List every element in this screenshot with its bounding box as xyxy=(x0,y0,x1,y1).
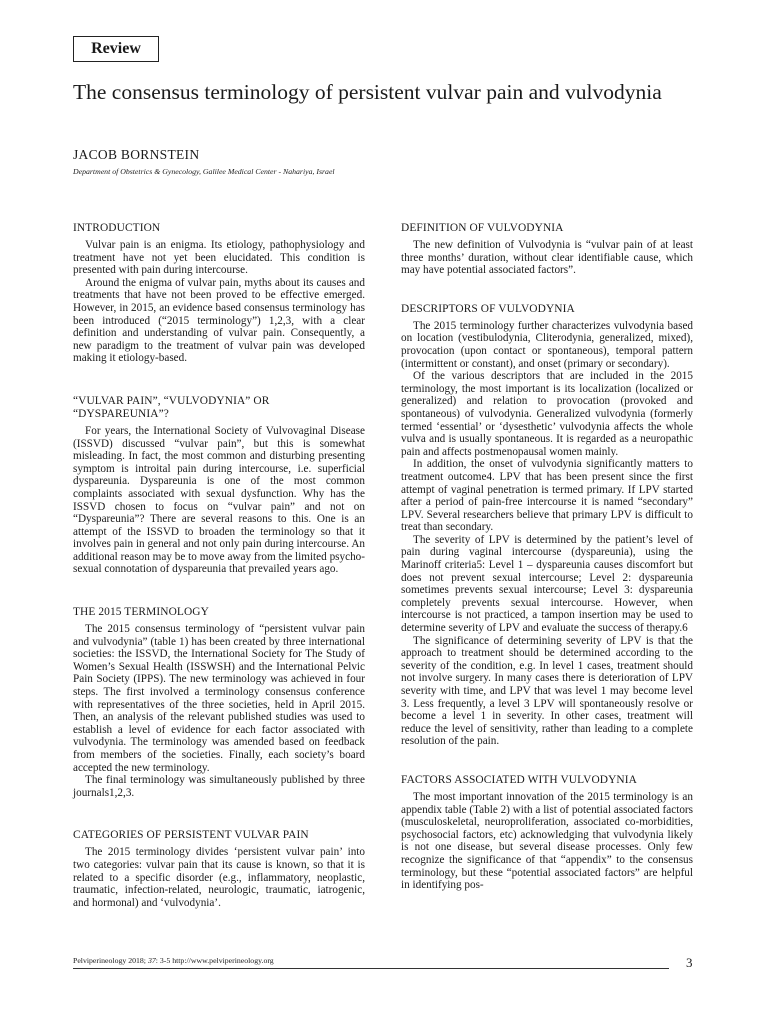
paragraph: Of the various descriptors that are included in the 2015 terminology, the most important is its localization (localized or generalized) and relation to provocation (provoked and spontaneous) of vulvodynia. Generalized vulvodynia (formerly termed ‘essential’ or ‘dysesthetic’ vulvodynia affects the whole vulva and is usually spontaneous. It is regarded as a neuropathic pain and affects postmenopausal women mainly. xyxy=(401,370,693,458)
footer-volume: 37 xyxy=(147,956,156,965)
section-introduction xyxy=(73,222,365,365)
article-title: The consensus terminology of persistent vulvar pain and vulvodynia xyxy=(73,80,662,104)
paragraph: The final terminology was simultaneously published by three journals1,2,3. xyxy=(73,774,365,799)
paragraph: The most important innovation of the 2015 terminology is an appendix table (Table 2) with a list of potential associated factors (musculoskeletal, neuroproliferation, associated co-morbidities, psychosocial factors, etc) acknowledging that vulvodynia likely is not one disease, but several disease processes. Only few recognize the significance of that “appendix” to the consensus terminology, but these “potential associated factors” are helpful in identifying pos- xyxy=(401,790,693,892)
section-factors xyxy=(401,774,693,892)
section-heading: THE 2015 TERMINOLOGY xyxy=(73,606,209,619)
footer-pages: : 3-5 xyxy=(155,956,171,965)
section-vulvar-pain-question xyxy=(73,395,365,576)
right-column xyxy=(401,222,693,918)
paragraph: The 2015 terminology further characterizes vulvodynia based on location (vestibulodynia, Cliterodynia, generalized, mixed), provocation (upon contact or spontaneous), temporal pattern (intermittent or constant), and onset (primary or secondary). xyxy=(401,319,693,370)
paragraph: The severity of LPV is determined by the patient’s level of pain during vaginal intercourse (dyspareunia), using the Marinoff criteria5: Level 1 – dyspareunia causes discomfort but does not prevent sexual intercourse; Level 2: dyspareunia sometimes prevents sexual intercourse; Level 3: dyspareunia completely prevents sexual intercourse. However, when intercourse is not practiced, a tampon insertion may be used to determine severity of LPV and evaluate the success of therapy.6 xyxy=(401,533,693,635)
section-heading: DEFINITION OF VULVODYNIA xyxy=(401,222,564,234)
footer-divider xyxy=(73,968,669,969)
section-2015-terminology xyxy=(73,606,365,799)
section-heading: FACTORS ASSOCIATED WITH VULVODYNIA xyxy=(401,773,637,786)
footer-url[interactable]: http://www.pelviperineology.org xyxy=(172,956,274,965)
paragraph: For years, the International Society of Vulvovaginal Disease (ISSVD) discussed “vulvar pain”, but this is somewhat misleading. In fact, the most common and disturbing presenting symptom is introital pain during intercourse, i.e. superficial dyspareunia. Dyspareunia is one of the most common complaints associated with sexual dysfunction. Why has the ISSVD chosen to focus on “vulvar pain” and not on “Dyspareunia”? There are several reasons to this. One is an attempt of the ISSVD to broaden the terminology so that it involves pain in general and not only pain during intercourse. An additional reason may be to move away from the limited psycho-sexual connotation of dyspareunia that prevailed years ago. xyxy=(73,424,365,576)
section-heading: “VULVAR PAIN”, “VULVODYNIA” OR “DYSPAREUNIA”? xyxy=(73,394,270,420)
paragraph: Around the enigma of vulvar pain, myths about its causes and treatments that have not been proved to be effective emerged. However, in 2015, an evidence based consensus terminology has been introduced (“2015 terminology”) 1,2,3, with a clear definition and understanding of vulvar pain. Consequently, a new paradigm to the treatment of vulvar pain was developed making it etiology-based. xyxy=(73,276,365,365)
section-categories xyxy=(73,829,365,909)
paragraph: The 2015 terminology divides ‘persistent vulvar pain’ into two categories: vulvar pain that its cause is known, so that it is related to a specific disorder (e.g., inflammatory, neoplastic, traumatic, infection-related, neurologic, traumatic, iatrogenic, and hormonal) and ‘vulvodynia’. xyxy=(73,846,365,909)
page-number: 3 xyxy=(686,955,693,970)
section-descriptors xyxy=(401,303,693,748)
paragraph: Vulvar pain is an enigma. Its etiology, pathophysiology and treatment have not yet been elucidated. This condition is presented with pain during intercourse. xyxy=(73,239,365,277)
footer-citation xyxy=(73,956,274,965)
section-definition xyxy=(401,222,693,277)
review-label: Review xyxy=(73,36,159,62)
paragraph: The significance of determining severity of LPV is that the approach to treatment should be determined according to the severity of the condition, e.g. In level 1 cases, treatment should not involve surgery. In many cases there is deterioration of LPV severity with time, and LPV that was level 1 may become level 3. Less frequently, a level 3 LPV will spontaneously resolve or become a level 1 in severity. In other cases, treatment will reduce the level of sensitivity, rather than leading to a complete resolution of the pain. xyxy=(401,634,693,748)
footer-journal: Pelviperineology 2018; xyxy=(73,956,146,965)
paragraph: The 2015 consensus terminology of “persistent vulvar pain and vulvodynia” (table 1) has been created by three international societies: the ISSVD, the International Society for The Study of Women’s Sexual Health (ISSWSH) and the International Pelvic Pain Society (IPPS). The new terminology was achieved in four steps. The first involved a terminology consensus conference with representatives of the three societies, held in April 2015. Then, an analysis of the relevant published studies was used to establish a level of evidence for each factor associated with vulvodynia. The terminology was amended based on feedback from members of the societies. Finally, each society’s board accepted the new terminology. xyxy=(73,623,365,774)
section-heading: CATEGORIES OF PERSISTENT VULVAR PAIN xyxy=(73,829,309,842)
section-heading: DESCRIPTORS OF VULVODYNIA xyxy=(401,302,575,315)
paragraph: In addition, the onset of vulvodynia significantly matters to treatment outcome4. LPV that has been present since the first attempt of vaginal penetration is termed primary. If LPV started after a period of pain-free intercourse it is named “secondary” LPV. Several researchers believe that primary LPV is difficult to treat than secondary. xyxy=(401,458,693,534)
left-column xyxy=(73,222,365,939)
author-affiliation: Department of Obstetrics & Gynecology, Galilee Medical Center - Nahariya, Israel xyxy=(73,167,335,176)
paragraph: The new definition of Vulvodynia is “vulvar pain of at least three months’ duration, without clear identifiable cause, which may have potential associated factors”. xyxy=(401,239,693,277)
section-heading: INTRODUCTION xyxy=(73,222,161,234)
author-name: JACOB BORNSTEIN xyxy=(73,147,200,162)
